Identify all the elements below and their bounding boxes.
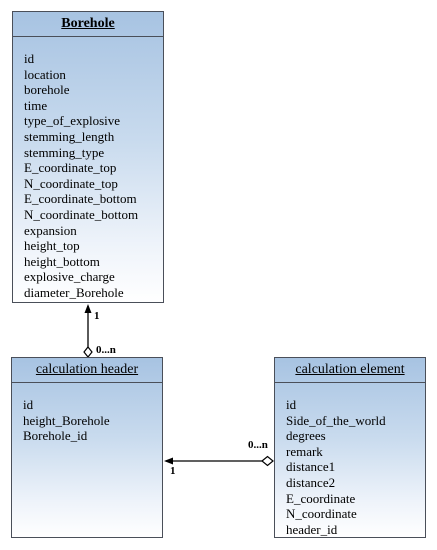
attribute-remark: remark — [286, 443, 323, 459]
class-borehole-attributes — [13, 37, 163, 301]
attribute-expansion: expansion — [24, 222, 77, 238]
attribute-height-top: height_top — [24, 238, 80, 254]
attribute-n-coordinate: N_coordinate — [286, 506, 357, 522]
arrowhead-to-header — [164, 458, 173, 465]
attribute-distance1: distance1 — [286, 459, 336, 475]
attribute-height-borehole: height_Borehole — [23, 412, 110, 428]
attribute-borehole: borehole — [24, 82, 70, 98]
class-calculation-element-attributes — [275, 383, 425, 537]
attribute-stemming-length: stemming_length — [24, 128, 115, 144]
class-calculation-element-title: calculation element — [295, 362, 405, 377]
class-calculation-element — [274, 357, 426, 538]
arrowhead-to-borehole — [85, 304, 92, 313]
class-borehole-title: Borehole — [61, 16, 115, 31]
class-calculation-header — [11, 357, 163, 538]
attribute-n-coordinate-bottom: N_coordinate_bottom — [24, 206, 139, 222]
class-borehole — [12, 11, 164, 303]
class-calculation-header-header — [12, 358, 162, 383]
attribute-height-bottom: height_bottom — [24, 253, 100, 269]
attribute-stemming-type: stemming_type — [24, 144, 105, 160]
attribute-type-of-explosive: type_of_explosive — [24, 113, 121, 129]
attribute-n-coordinate-top: N_coordinate_top — [24, 175, 118, 191]
attribute-header-id: header_id — [286, 521, 338, 537]
attribute-side-of-the-world: Side_of_the_world — [286, 412, 386, 428]
attribute-time: time — [24, 97, 48, 113]
multiplicity-element-many: 0...n — [248, 439, 268, 451]
attribute-id: id — [23, 397, 34, 412]
class-calculation-header-attributes — [12, 383, 162, 444]
attribute-id: id — [24, 51, 35, 66]
attribute-location: location — [24, 66, 66, 82]
attribute-diameter-borehole: diameter_Borehole — [24, 284, 124, 300]
aggregation-diamond-header — [84, 347, 92, 357]
multiplicity-header-one: 1 — [170, 465, 176, 477]
attribute-borehole-id: Borehole_id — [23, 428, 88, 444]
class-calculation-header-title: calculation header — [35, 362, 139, 377]
attribute-distance2: distance2 — [286, 474, 336, 490]
attribute-explosive-charge: explosive_charge — [24, 269, 115, 285]
attribute-id: id — [286, 397, 297, 412]
aggregation-diamond-element — [262, 457, 273, 466]
attribute-e-coordinate: E_coordinate — [286, 490, 356, 506]
class-calculation-element-header — [275, 358, 425, 383]
multiplicity-borehole-one: 1 — [94, 310, 100, 322]
multiplicity-header-many: 0...n — [96, 344, 116, 356]
attribute-e-coordinate-bottom: E_coordinate_bottom — [24, 191, 137, 207]
attribute-degrees: degrees — [286, 428, 326, 444]
class-borehole-header — [13, 12, 163, 37]
attribute-e-coordinate-top: E_coordinate_top — [24, 160, 117, 176]
